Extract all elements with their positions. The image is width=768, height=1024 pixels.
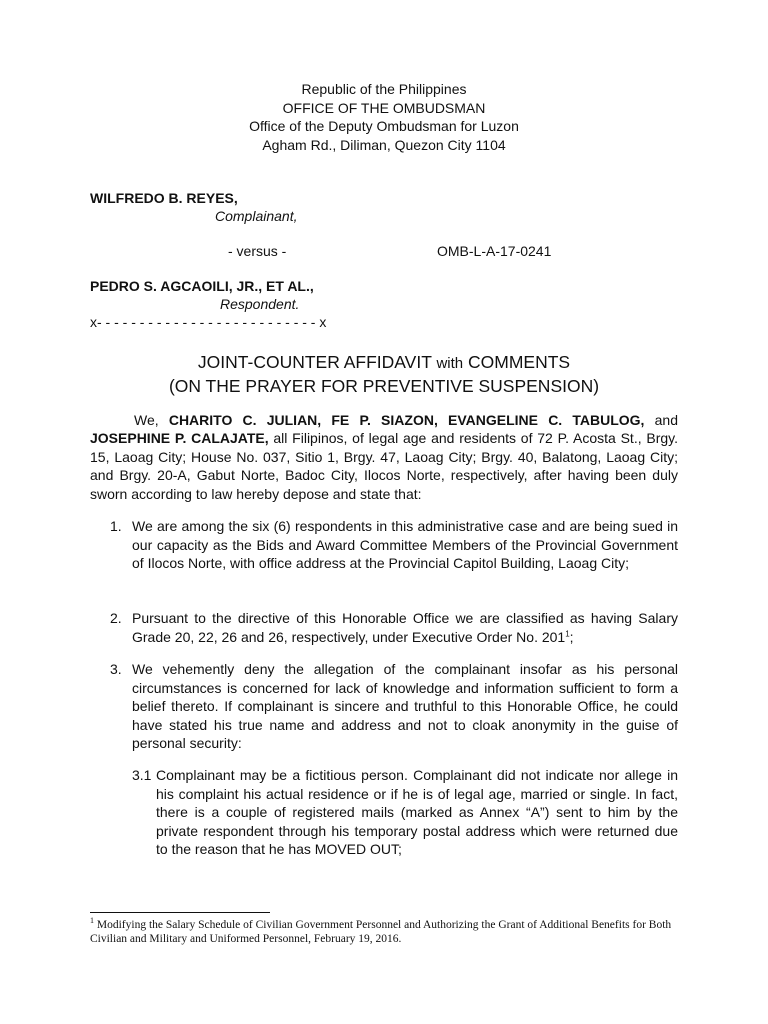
letterhead-deputy-office: Office of the Deputy Ombudsman for Luzon xyxy=(249,118,519,134)
complainant-name: WILFREDO B. REYES, xyxy=(90,190,238,206)
respondent-name: PEDRO S. AGCAOILI, JR., ET AL., xyxy=(90,278,314,294)
title-part-c: COMMENTS xyxy=(463,352,571,372)
caption-separator: x- - - - - - - - - - - - - - - - - - - - - - - - - - x xyxy=(90,314,327,330)
footnote-marker: 1 xyxy=(90,916,94,926)
intro-paragraph xyxy=(90,411,678,503)
item-text: We are among the six (6) respondents in this administrative case and are being sued in our capacity as the Bids and Award Committee Members of the Provincial Government of Ilocos Norte, with office address at the Provincial Capitol Building, Laoag City; xyxy=(132,518,678,572)
title-line-1 xyxy=(0,351,768,375)
item-text: We vehemently deny the allegation of the complainant insofar as his personal circumstances is concerned for lack of knowledge and information sufficient to form a belief thereto. If complainant is sincere and truthful to this Honorable Office, he could have stated his true name and address and not to cloak anonymity in the guise of personal security: xyxy=(132,661,678,752)
item-number: 1. xyxy=(110,518,122,534)
respondent-role: Respondent. xyxy=(220,296,300,312)
list-item xyxy=(110,660,678,753)
item-text-end: ; xyxy=(569,628,574,645)
item-number: 2. xyxy=(110,610,122,626)
letterhead-office: OFFICE OF THE OMBUDSMAN xyxy=(282,99,486,116)
footnote-ref: 1 xyxy=(565,628,570,638)
intro-rest: all Filipinos, of legal age and residents of 72 P. Acosta St., Brgy. 15, Laoag City; House No. 037, Sitio 1, Brgy. 47, Laoag City; Brgy. 40, Balatong, Laoag City; and Brgy. 20-A, Gabut Norte, Badoc City, Ilocos Norte, respectively, after having been duly sworn according to law hereby depose and state that: xyxy=(90,430,679,502)
versus-label: - versus - xyxy=(228,243,287,259)
subitem-number: 3.1 xyxy=(132,767,152,783)
affiant-name-2: JOSEPHINE P. CALAJATE, xyxy=(90,430,269,447)
item-number: 3. xyxy=(110,661,122,677)
letterhead-address: Agham Rd., Diliman, Quezon City 1104 xyxy=(262,136,506,153)
footnote xyxy=(90,916,680,946)
affiant-names-1: CHARITO C. JULIAN, FE P. SIAZON, EVANGELINE C. TABULOG, xyxy=(168,412,645,428)
complainant-role: Complainant, xyxy=(215,208,298,224)
item-text: Pursuant to the directive of this Honorable Office we are classified as having Salary Grade 20, 22, 26 and 26, respectively, under Executive Order No. 201 xyxy=(132,610,678,645)
footnote-divider xyxy=(90,912,270,913)
item-text-wrapper xyxy=(132,609,678,646)
case-number: OMB-L-A-17-0241 xyxy=(437,243,552,259)
subitem-text: Complainant may be a fictitious person. Complainant did not indicate nor allege in his complaint his actual residence or if he is of legal age, married or single. In fact, there is a couple of registered mails (marked as Annex “A”) sent to him by the private respondent through his temporary postal address which were returned due to the reason that he has MOVED OUT; xyxy=(156,767,678,858)
title-line-2: (ON THE PRAYER FOR PREVENTIVE SUSPENSION) xyxy=(168,376,600,396)
letterhead xyxy=(0,80,768,154)
sub-list-item xyxy=(132,766,678,859)
title-part-a: JOINT-COUNTER AFFIDAVIT xyxy=(197,352,437,372)
document-title xyxy=(0,351,768,397)
letterhead-republic: Republic of the Philippines xyxy=(301,81,467,97)
title-part-with: with xyxy=(436,355,464,372)
list-item xyxy=(110,609,678,646)
footnote-text: Modifying the Salary Schedule of Civilian Government Personnel and Authorizing the Grant of Additional Benefits for Both Civilian and Military and Uniformed Personnel, February 19, 2016. xyxy=(90,919,672,945)
intro-we: We, xyxy=(134,412,169,428)
intro-and: and xyxy=(644,412,679,428)
list-item xyxy=(110,517,678,573)
